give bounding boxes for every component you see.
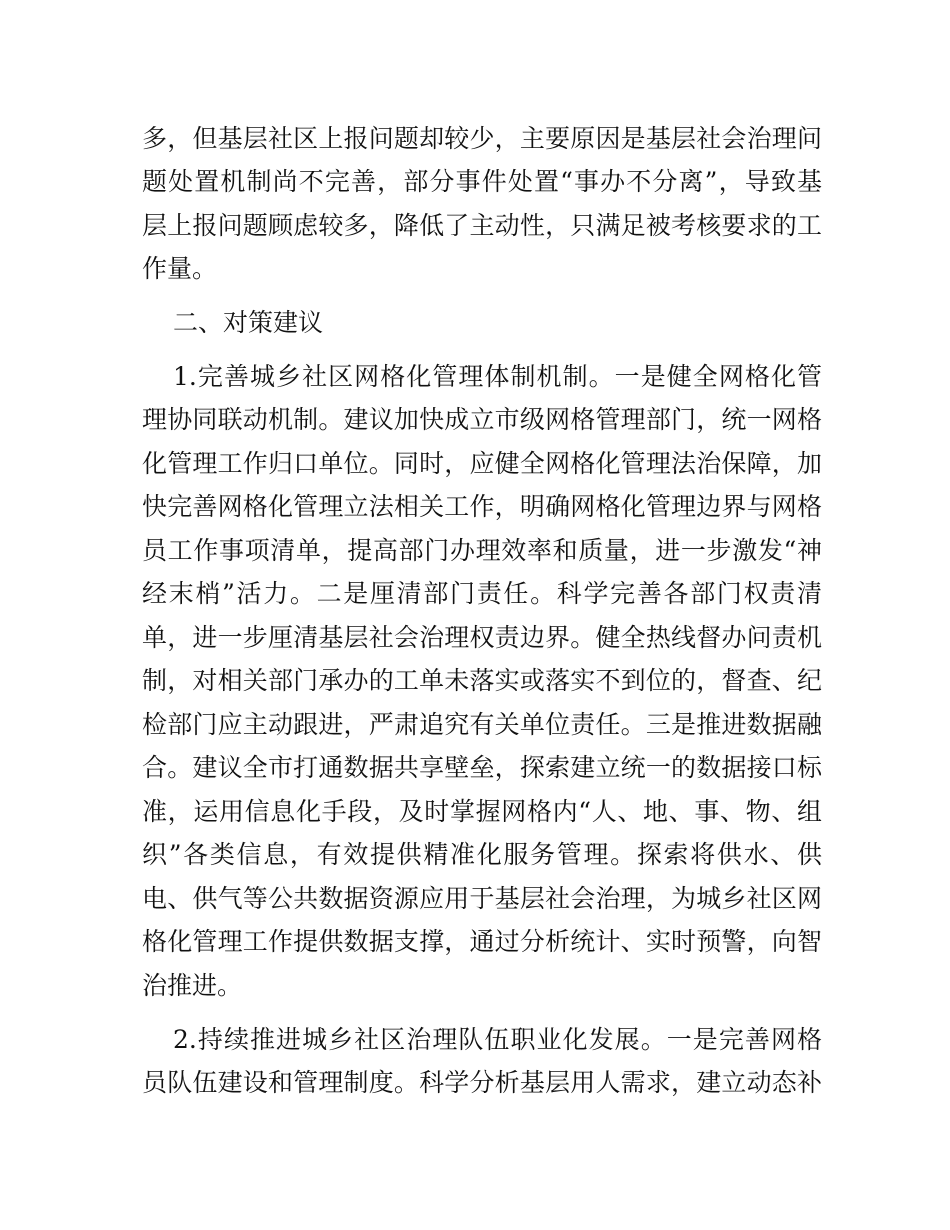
- text-line: 经末梢”活力。二是厘清部门责任。科学完善各部门权责清: [142, 579, 822, 608]
- text-line: 快完善网格化管理立法相关工作，明确网格化管理边界与网格: [142, 492, 822, 521]
- text-line: 作量。: [142, 254, 218, 283]
- text-line: 准，运用信息化手段，及时掌握网格内“人、地、事、物、组: [142, 797, 822, 826]
- text-line: 多，但基层社区上报问题却较少，主要原因是基层社会治理问: [142, 124, 822, 153]
- text-line: 治推进。: [142, 971, 243, 1000]
- text-line: 制，对相关部门承办的工单未落实或落实不到位的，督查、纪: [142, 666, 822, 695]
- text-line: 题处置机制尚不完善，部分事件处置“事办不分离”，导致基: [142, 167, 822, 196]
- text-line: 化管理工作归口单位。同时，应健全网格化管理法治保障，加: [142, 449, 822, 478]
- text-line: 1.完善城乡社区网格化管理体制机制。一是健全网格化管: [173, 362, 822, 391]
- text-line: 员队伍建设和管理制度。科学分析基层用人需求，建立动态补: [142, 1068, 822, 1097]
- text-line: 2.持续推进城乡社区治理队伍职业化发展。一是完善网格: [173, 1025, 822, 1054]
- text-line: 检部门应主动跟进，严肃追究有关单位责任。三是推进数据融: [142, 710, 822, 739]
- text-line: 格化管理工作提供数据支撑，通过分析统计、实时预警，向智: [142, 927, 822, 956]
- section-heading: 二、对策建议: [173, 308, 324, 337]
- text-line: 单，进一步厘清基层社会治理权责边界。健全热线督办问责机: [142, 623, 822, 652]
- text-line: 层上报问题顾虑较多，降低了主动性，只满足被考核要求的工: [142, 211, 822, 240]
- text-line: 员工作事项清单，提高部门办理效率和质量，进一步激发“神: [142, 536, 822, 565]
- text-line: 电、供气等公共数据资源应用于基层社会治理，为城乡社区网: [142, 884, 822, 913]
- text-line: 织”各类信息，有效提供精准化服务管理。探索将供水、供: [142, 840, 822, 869]
- text-line: 合。建议全市打通数据共享壁垒，探索建立统一的数据接口标: [142, 753, 822, 782]
- text-line: 理协同联动机制。建议加快成立市级网格管理部门，统一网格: [142, 405, 822, 434]
